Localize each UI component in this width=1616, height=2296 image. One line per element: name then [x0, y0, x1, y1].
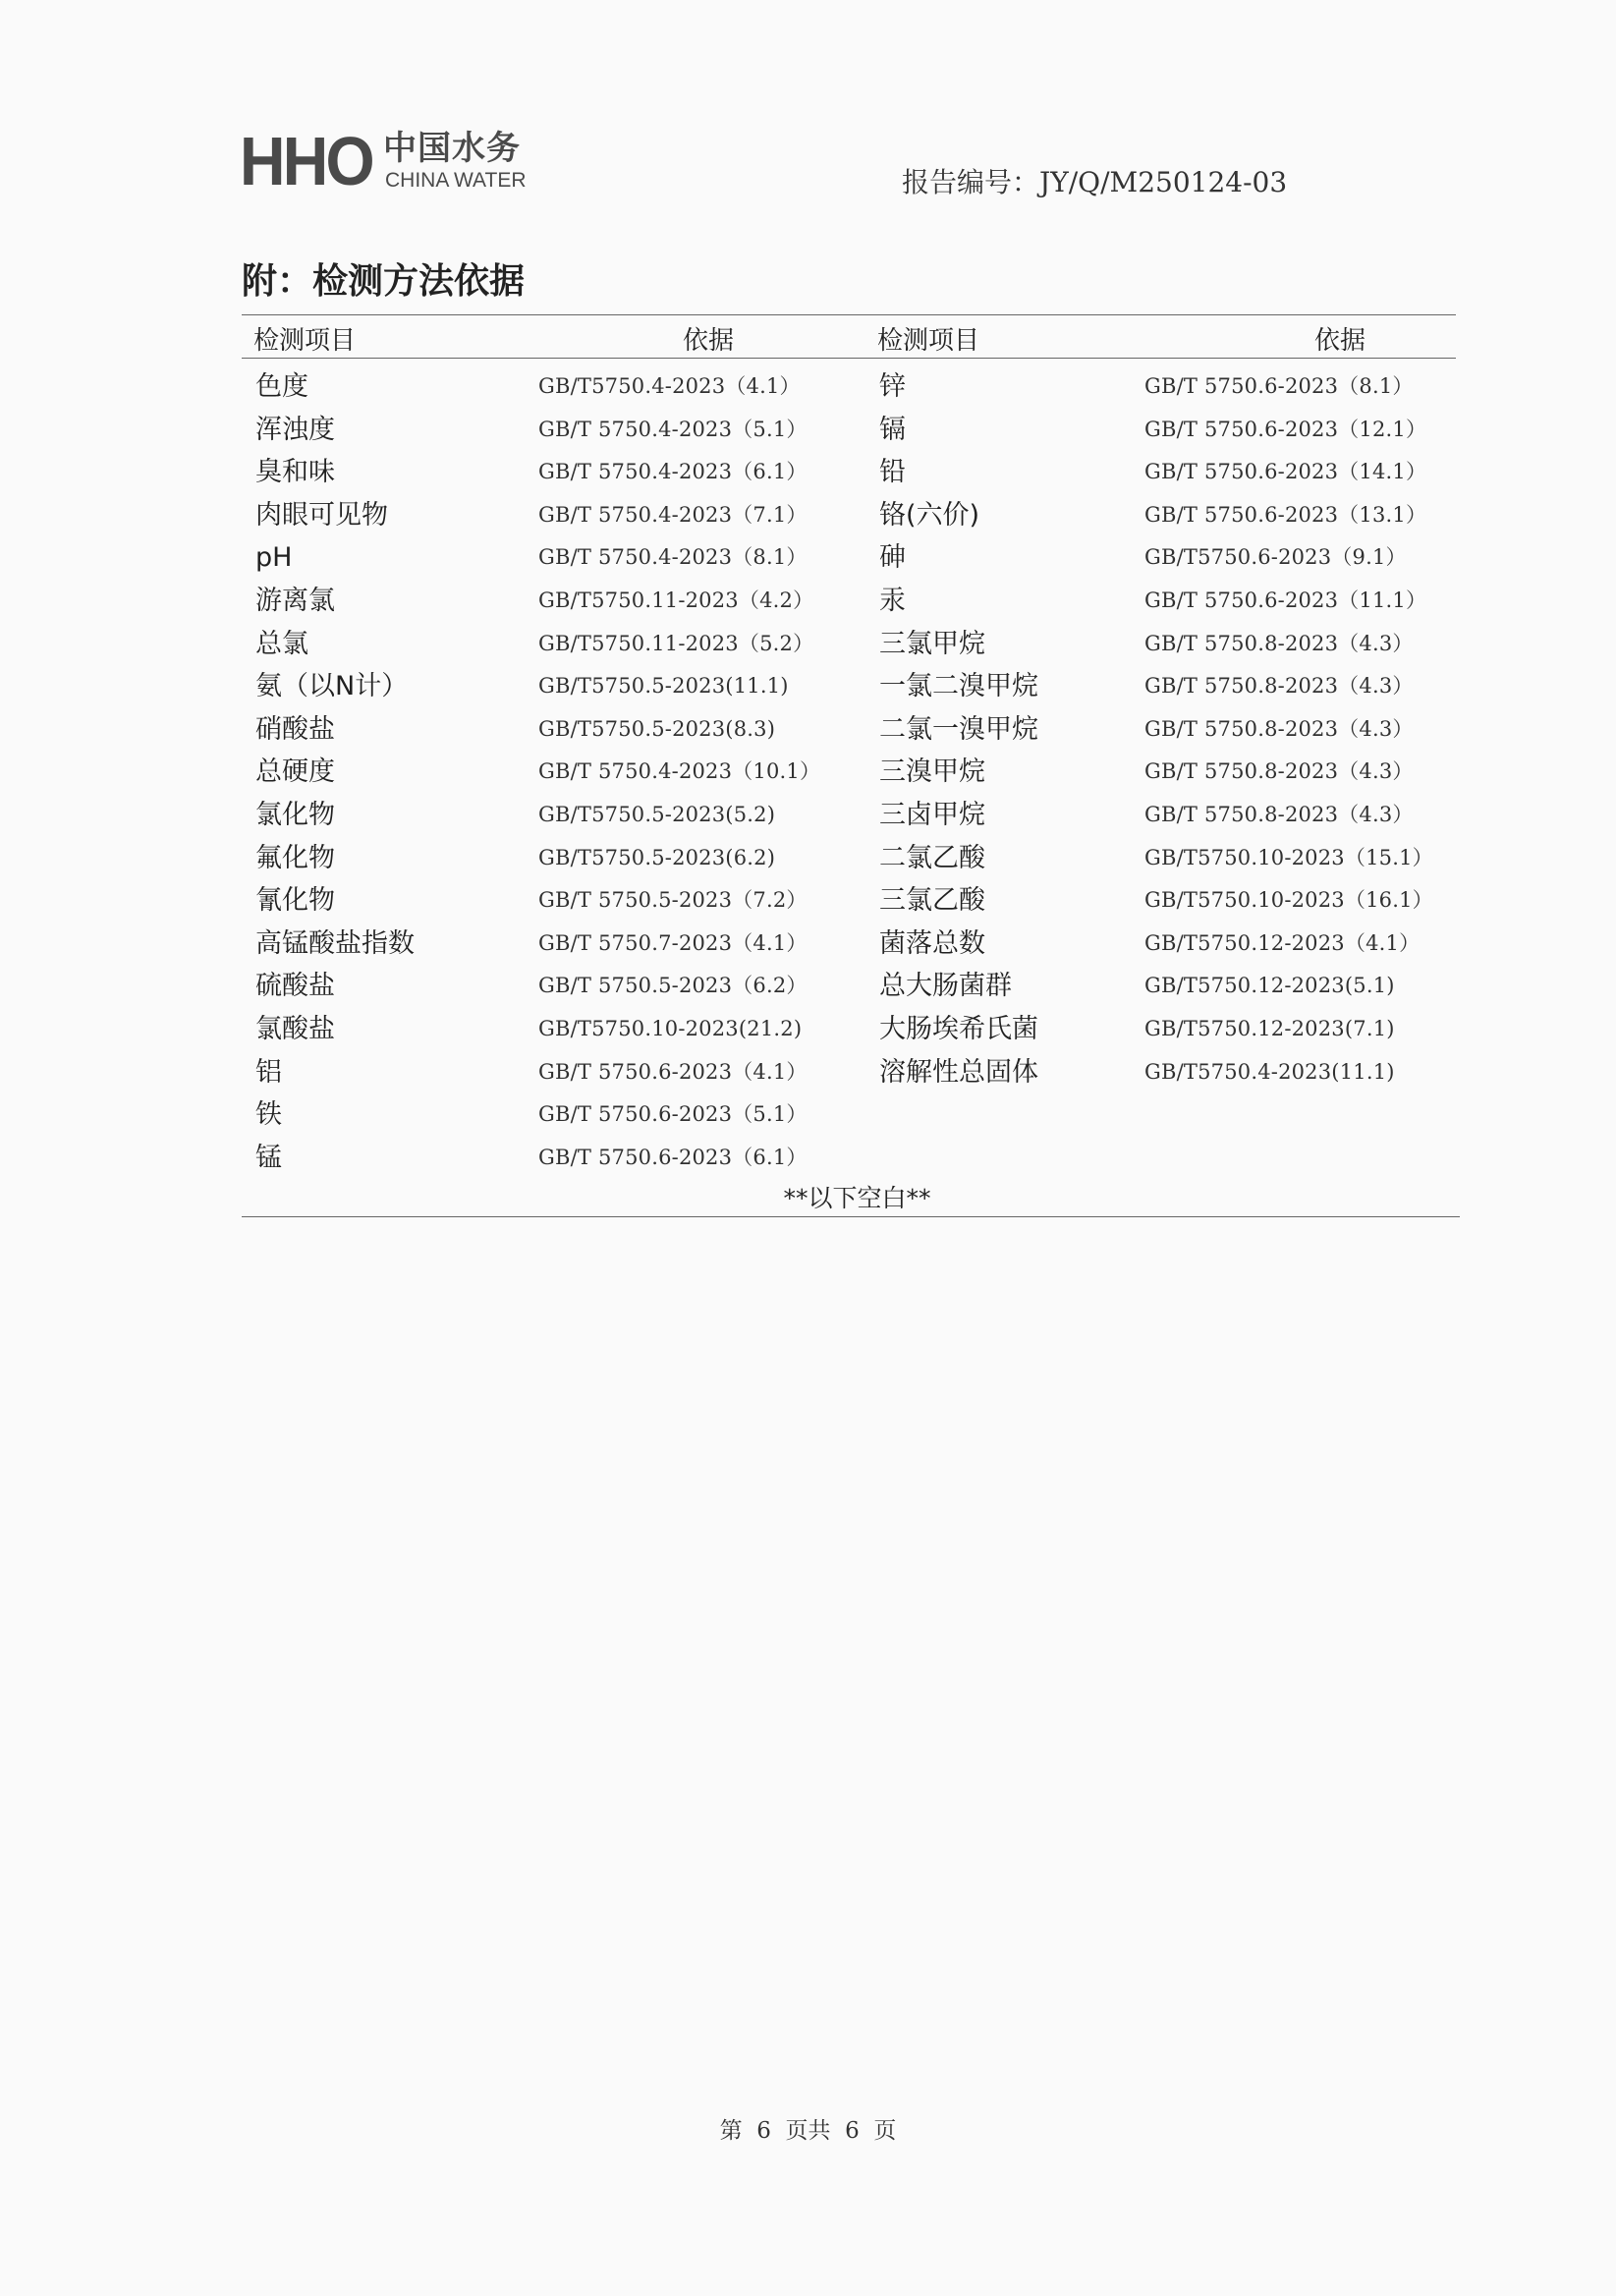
table-top-rule	[242, 314, 1456, 315]
logo-mark: HHO	[240, 123, 372, 199]
test-method-basis: GB/T 5750.4-2023（5.1）	[538, 417, 808, 441]
test-method-basis: GB/T5750.10-2023（15.1）	[1144, 845, 1433, 869]
test-method-basis: GB/T5750.10-2023(21.2)	[538, 1016, 803, 1040]
test-item-name: 肉眼可见物	[255, 499, 388, 531]
test-item-name: 氯化物	[255, 799, 335, 830]
test-item-name: 氟化物	[255, 842, 335, 873]
test-item-name: 氰化物	[255, 885, 335, 917]
test-item-name: 色度	[255, 371, 308, 402]
test-item-name: 三氯甲烷	[879, 628, 985, 659]
logo-chinese-name: 中国水务	[383, 129, 521, 168]
test-method-basis: GB/T5750.5-2023(6.2)	[538, 845, 776, 869]
report-number: 报告编号：JY/Q/M250124-03	[902, 166, 1288, 198]
header-basis-left: 依据	[683, 326, 735, 356]
test-item-name: 三氯乙酸	[879, 885, 985, 917]
test-method-basis: GB/T 5750.8-2023（4.3）	[1144, 674, 1414, 699]
test-method-basis: GB/T5750.5-2023(11.1)	[538, 674, 789, 699]
test-item-name: 氨（以N计）	[255, 671, 409, 702]
test-item-name: 菌落总数	[879, 927, 985, 959]
test-method-basis: GB/T 5750.6-2023（11.1）	[1144, 588, 1427, 612]
test-item-name: 大肠埃希氏菌	[879, 1013, 1038, 1044]
test-method-basis: GB/T 5750.6-2023（6.1）	[538, 1145, 808, 1169]
test-item-name: pH	[255, 542, 293, 574]
test-item-name: 二氯一溴甲烷	[879, 713, 1038, 745]
test-item-name: 硝酸盐	[255, 713, 335, 745]
test-item-name: 总大肠菌群	[879, 971, 1012, 1002]
test-item-name: 臭和味	[255, 457, 335, 488]
test-method-basis: GB/T5750.6-2023（9.1）	[1144, 545, 1407, 570]
test-item-name: 铅	[879, 457, 906, 488]
test-item-name: 游离氯	[255, 585, 335, 616]
test-method-basis: GB/T 5750.6-2023（8.1）	[1144, 374, 1414, 398]
test-item-name: 高锰酸盐指数	[255, 927, 415, 959]
table-header-rule	[242, 358, 1456, 359]
left-basis-column	[538, 365, 820, 1179]
header-basis-right: 依据	[1314, 326, 1366, 356]
logo-english-name: CHINA WATER	[385, 169, 527, 192]
test-item-name: 铬(六价)	[879, 499, 980, 531]
test-method-basis: GB/T5750.4-2023(11.1)	[1144, 1059, 1395, 1084]
test-method-basis: GB/T5750.5-2023(8.3)	[538, 716, 776, 741]
test-item-name: 锰	[255, 1142, 282, 1173]
test-method-basis: GB/T5750.4-2023（4.1）	[538, 374, 801, 398]
test-item-name: 二氯乙酸	[879, 842, 985, 873]
header-item-left: 检测项目	[253, 326, 357, 356]
test-item-name: 一氯二溴甲烷	[879, 671, 1038, 702]
test-method-basis: GB/T 5750.7-2023（4.1）	[538, 930, 808, 955]
page-number: 第 6 页共 6 页	[719, 2118, 897, 2144]
right-basis-column	[1144, 365, 1433, 1093]
test-method-basis: GB/T 5750.8-2023（4.3）	[1144, 716, 1414, 741]
test-method-basis: GB/T 5750.6-2023（13.1）	[1144, 502, 1427, 527]
test-item-name: 硫酸盐	[255, 971, 335, 1002]
test-method-basis: GB/T 5750.6-2023（5.1）	[538, 1102, 808, 1127]
test-item-name: 总氯	[255, 628, 308, 659]
test-item-name: 汞	[879, 585, 906, 616]
test-method-basis: GB/T 5750.8-2023（4.3）	[1144, 759, 1414, 784]
blank-below-note: **以下空白**	[783, 1184, 931, 1212]
test-method-basis: GB/T 5750.6-2023（12.1）	[1144, 417, 1427, 441]
test-item-name: 铁	[255, 1099, 282, 1131]
right-item-column	[879, 365, 1038, 1093]
test-method-basis: GB/T 5750.8-2023（4.3）	[1144, 631, 1414, 655]
test-method-basis: GB/T5750.10-2023（16.1）	[1144, 888, 1433, 913]
test-item-name: 溶解性总固体	[879, 1056, 1038, 1088]
test-method-basis: GB/T 5750.5-2023（7.2）	[538, 888, 808, 913]
test-method-basis: GB/T 5750.6-2023（4.1）	[538, 1059, 808, 1084]
left-item-column	[255, 365, 415, 1179]
test-item-name: 三卤甲烷	[879, 799, 985, 830]
test-item-name: 氯酸盐	[255, 1013, 335, 1044]
test-item-name: 砷	[879, 542, 906, 574]
test-method-basis: GB/T 5750.6-2023（14.1）	[1144, 460, 1427, 484]
test-method-basis: GB/T5750.12-2023(7.1)	[1144, 1016, 1395, 1040]
test-method-basis: GB/T5750.5-2023(5.2)	[538, 802, 776, 826]
test-method-basis: GB/T 5750.4-2023（10.1）	[538, 759, 821, 784]
test-method-basis: GB/T 5750.4-2023（7.1）	[538, 502, 808, 527]
header-item-right: 检测项目	[877, 326, 980, 356]
table-bottom-rule	[242, 1216, 1460, 1217]
test-item-name: 镉	[879, 414, 906, 445]
test-method-basis: GB/T 5750.8-2023（4.3）	[1144, 802, 1414, 826]
page-title: 附：检测方法依据	[242, 261, 526, 302]
test-item-name: 总硬度	[255, 756, 335, 788]
test-item-name: 三溴甲烷	[879, 756, 985, 788]
test-method-basis: GB/T5750.12-2023（4.1）	[1144, 930, 1421, 955]
test-item-name: 铝	[255, 1056, 282, 1088]
test-method-basis: GB/T5750.12-2023(5.1)	[1144, 974, 1395, 998]
test-method-basis: GB/T5750.11-2023（4.2）	[538, 588, 814, 612]
test-method-basis: GB/T5750.11-2023（5.2）	[538, 631, 814, 655]
test-method-basis: GB/T 5750.4-2023（8.1）	[538, 545, 808, 570]
test-method-basis: GB/T 5750.4-2023（6.1）	[538, 460, 808, 484]
test-item-name: 锌	[879, 371, 906, 402]
test-method-basis: GB/T 5750.5-2023（6.2）	[538, 974, 808, 998]
test-item-name: 浑浊度	[255, 414, 335, 445]
